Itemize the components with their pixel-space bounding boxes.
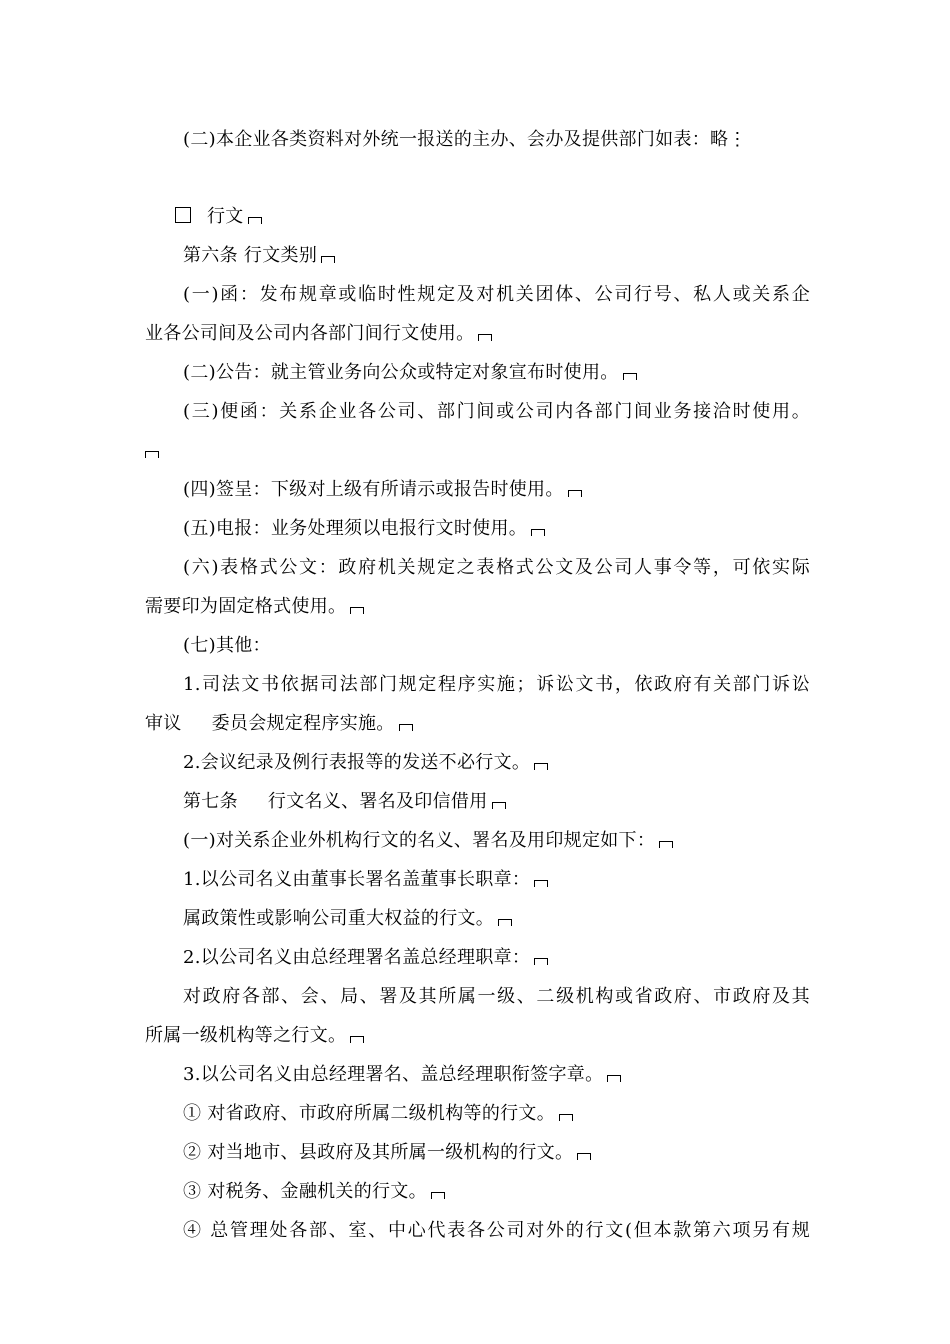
paragraph-mark-icon xyxy=(248,214,262,224)
paragraph-line: 1.以公司名义由董事长署名盖董事长职章： xyxy=(183,868,810,892)
paragraph-line: 3.以公司名义由总经理署名、盖总经理职衔签字章。 xyxy=(183,1063,810,1087)
paragraph-mark-icon xyxy=(478,331,492,341)
paragraph-mark-icon xyxy=(498,916,512,926)
paragraph-mark-icon xyxy=(399,721,413,731)
paragraph-line: 1.司法文书依据司法部门规定程序实施；诉讼文书，依政府有关部门诉讼 xyxy=(183,674,810,695)
paragraph-line: 业各公司间及公司内各部门间行文使用。 xyxy=(145,322,810,346)
paragraph-mark-icon xyxy=(321,253,335,263)
paragraph-line: (二)公告：就主管业务向公众或特定对象宣布时使用。 xyxy=(183,361,810,385)
paragraph-mark-icon xyxy=(534,760,548,770)
article-heading: 第六条 行文类别 xyxy=(183,244,810,268)
paragraph-line: (二)本企业各类资料对外统一报送的主办、会办及提供部门如表：略⋮ xyxy=(183,129,747,150)
section-heading: 行文 xyxy=(175,205,810,229)
paragraph-line: 2.会议纪录及例行表报等的发送不必行文。 xyxy=(183,751,810,775)
paragraph-line: 需要印为固定格式使用。 xyxy=(145,595,810,619)
paragraph-line xyxy=(145,439,810,463)
article-heading: 第七条 行文名义、署名及印信借用 xyxy=(183,790,810,814)
list-item: ② 对当地市、县政府及其所属一级机构的行文。 xyxy=(183,1141,810,1165)
paragraph-line: (五)电报：业务处理须以电报行文时使用。 xyxy=(183,517,810,541)
list-item: ① 对省政府、市政府所属二级机构等的行文。 xyxy=(183,1102,810,1126)
paragraph-mark-icon xyxy=(568,487,582,497)
paragraph-line: (七)其他： xyxy=(183,635,271,656)
paragraph-line: 对政府各部、会、局、署及其所属一级、二级机构或省政府、市政府及其 xyxy=(183,986,810,1007)
paragraph-mark-icon xyxy=(607,1072,621,1082)
paragraph-line: (四)签呈：下级对上级有所请示或报告时使用。 xyxy=(183,478,810,502)
paragraph-line: (三)便函：关系企业各公司、部门间或公司内各部门间业务接洽时使用。 xyxy=(183,401,810,422)
paragraph-mark-icon xyxy=(492,799,506,809)
paragraph-mark-icon xyxy=(531,526,545,536)
paragraph-mark-icon xyxy=(534,877,548,887)
paragraph-mark-icon xyxy=(350,1033,364,1043)
paragraph-line: (一)对关系企业外机构行文的名义、署名及用印规定如下： xyxy=(183,829,810,853)
paragraph-line: (六)表格式公文：政府机关规定之表格式公文及公司人事令等，可依实际 xyxy=(183,557,810,578)
paragraph-line: 所属一级机构等之行文。 xyxy=(145,1024,810,1048)
paragraph-mark-icon xyxy=(559,1111,573,1121)
paragraph-line: 属政策性或影响公司重大权益的行文。 xyxy=(183,907,810,931)
paragraph-line: (一)函：发布规章或临时性规定及对机关团体、公司行号、私人或关系企 xyxy=(183,284,810,305)
list-item: ④ 总管理处各部、室、中心代表各公司对外的行文(但本款第六项另有规 xyxy=(183,1220,810,1241)
paragraph-line: 2.以公司名义由总经理署名盖总经理职章： xyxy=(183,946,810,970)
paragraph-line: 审议 委员会规定程序实施。 xyxy=(145,712,810,736)
checkbox-square-icon xyxy=(175,207,191,223)
paragraph-mark-icon xyxy=(534,955,548,965)
paragraph-mark-icon xyxy=(577,1150,591,1160)
list-item: ③ 对税务、金融机关的行文。 xyxy=(183,1180,810,1204)
paragraph-mark-icon xyxy=(350,604,364,614)
paragraph-mark-icon xyxy=(659,838,673,848)
paragraph-mark-icon xyxy=(623,370,637,380)
paragraph-mark-icon xyxy=(145,448,159,458)
paragraph-mark-icon xyxy=(431,1189,445,1199)
